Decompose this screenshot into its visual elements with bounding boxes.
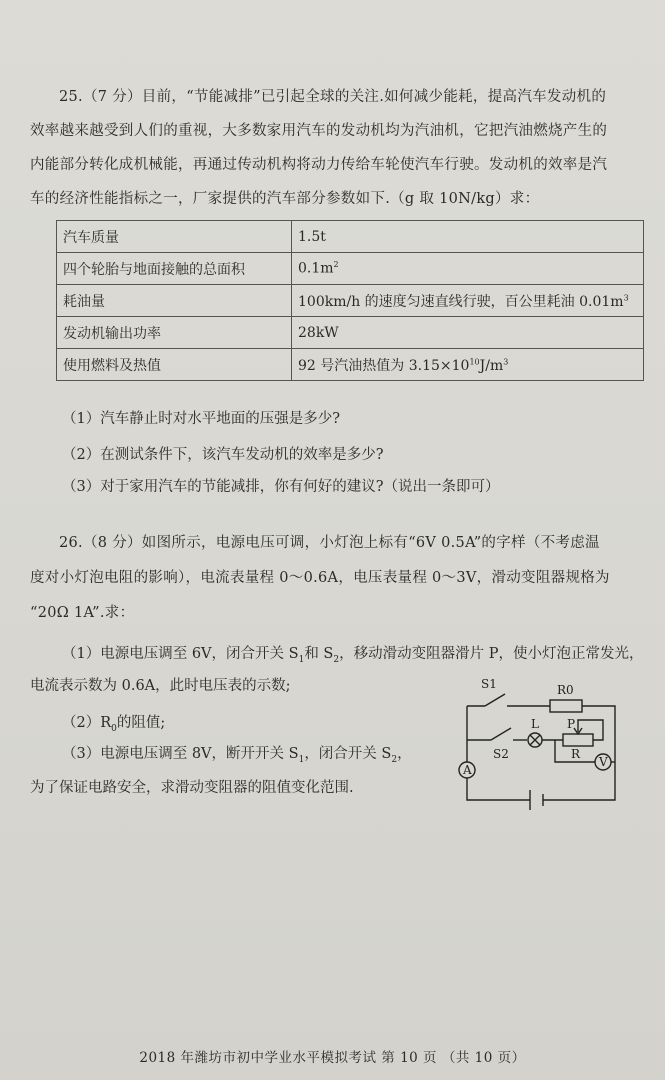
- label-v: V: [599, 755, 608, 769]
- q25-sub-1: （1）汽车静止时对水平地面的压强是多少?: [62, 411, 340, 427]
- table-row: [57, 221, 644, 253]
- label-s2: S2: [493, 747, 509, 761]
- page-footer: 2018 年潍坊市初中学业水平模拟考试 第 10 页 （共 10 页）: [139, 1050, 526, 1066]
- car-parameter-table: [56, 220, 644, 381]
- rheostat-r: [563, 734, 593, 746]
- q26-line-2: 度对小灯泡电阻的影响），电流表量程 0～0.6A，电压表量程 0～3V，滑动变阻器规格为: [30, 570, 610, 586]
- q25-paragraph: [30, 80, 640, 114]
- label-r: R: [571, 747, 581, 761]
- q26-line-1: 26.（8 分）如图所示，电源电压可调，小灯泡上标有“6V 0.5A”的字样（不考虑温: [59, 535, 600, 551]
- switch-s2: [491, 728, 511, 740]
- label-s1: S1: [481, 677, 497, 691]
- table-row: [57, 285, 644, 317]
- q25-sub-2: （2）在测试条件下，该汽车发动机的效率是多少?: [62, 447, 384, 463]
- table-value: 100km/h 的速度匀速直线行驶，百公里耗油 $0.01m^3$: [292, 285, 644, 317]
- q26-sub-1: （1）电源电压调至 6V，闭合开关 $S_1$和 $S_2$，移动滑动变阻器滑片 P，使小灯泡正常发光，: [62, 646, 644, 665]
- label-p: P: [567, 717, 576, 731]
- q25-paragraph-cont: [30, 114, 640, 216]
- label-l: L: [531, 717, 539, 731]
- table-key: 四个轮胎与地面接触的总面积: [57, 253, 292, 285]
- q25-line-4: 车的经济性能指标之一，厂家提供的汽车部分参数如下.（g 取 10N/kg）求：: [30, 191, 540, 207]
- table-key: 使用燃料及热值: [57, 349, 292, 381]
- table-value: $0.1m^2$: [292, 253, 644, 285]
- q26-line-3: “20Ω 1A”.求：: [30, 605, 135, 621]
- resistor-r0: [550, 700, 582, 712]
- q25-sub-3: （3）对于家用汽车的节能减排，你有何好的建议?（说出一条即可）: [62, 479, 500, 495]
- q26-sub-3: （3）电源电压调至 8V，断开开关 $S_1$，闭合开关 $S_2$，: [62, 746, 412, 765]
- q25-line-1: 25.（7 分）目前，“节能减排”已引起全球的关注.如何减少能耗，提高汽车发动机的: [59, 89, 607, 105]
- q25-line-2: 效率越来越受到人们的重视，大多数家用汽车的发动机均为汽油机，它把汽油燃烧产生的: [30, 123, 608, 139]
- circuit-diagram: [455, 670, 635, 815]
- q26-sub-2: $(2)R_0$的阻值;: [62, 715, 166, 734]
- switch-s1: [485, 694, 505, 706]
- q26-sub-3-cont: 为了保证电路安全，求滑动变阻器的阻值变化范围.: [30, 780, 354, 796]
- table-row: [57, 253, 644, 285]
- table-row: [57, 317, 644, 349]
- battery: [530, 790, 543, 810]
- label-r0: R0: [557, 683, 574, 697]
- q25-line-3: 内能部分转化成机械能，再通过传动机构将动力传给车轮使汽车行驶。发动机的效率是汽: [30, 157, 608, 173]
- label-a: A: [463, 763, 472, 777]
- table-value: 92 号汽油热值为 $3.15\times 10^{10}J/m^3$: [292, 349, 644, 381]
- table-value: 28kW: [292, 317, 644, 349]
- table-value: 1.5t: [292, 221, 644, 253]
- table-key: 汽车质量: [57, 221, 292, 253]
- table-row: [57, 349, 644, 381]
- q26-sub-1-cont: 电流表示数为 0.6A，此时电压表的示数;: [30, 678, 291, 694]
- table-key: 耗油量: [57, 285, 292, 317]
- table-key: 发动机输出功率: [57, 317, 292, 349]
